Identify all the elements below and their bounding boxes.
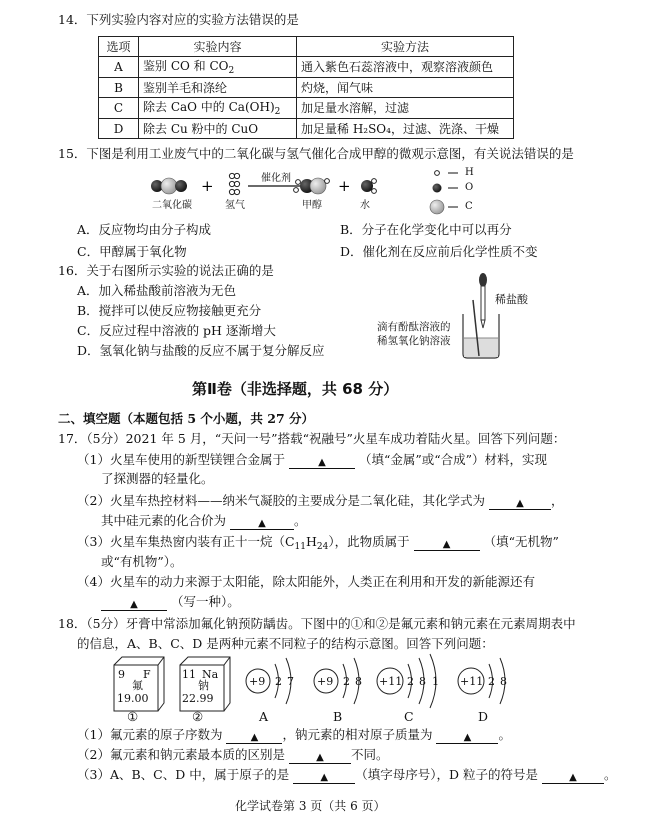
atom-a-core: +9 [249, 675, 266, 688]
atom-d-tag: D [478, 709, 489, 724]
table-cell: D [99, 119, 139, 139]
table-row [99, 57, 514, 78]
answer-blank[interactable]: ▲ [436, 730, 498, 744]
table-cell: B [99, 78, 139, 98]
q17-part1-cont: 了探测器的轻量化。 [101, 471, 214, 486]
cell-na-number: 11 [182, 668, 196, 681]
section-heading: 二、填空题（本题包括 5 个小题，共 27 分） [58, 411, 315, 426]
q17-part2: （2）火星车热控材料——纳米气凝胶的主要成分是二氧化硅，其化学式为 ▲ ， [77, 493, 564, 509]
q15-option-a: A．反应物均由分子构成 [77, 222, 212, 237]
part-two-title: 第Ⅱ卷（非选择题，共 68 分） [192, 380, 399, 398]
q16-option-a: A．加入稀盐酸前溶液为无色 [77, 283, 237, 298]
q16-stem: 16．关于右图所示实验的说法正确的是 [58, 263, 274, 278]
answer-blank[interactable]: ▲ [414, 537, 480, 551]
q18-stem-cont: 的信息，A、B、C、D 是两种元素不同粒子的结构示意图。回答下列问题： [77, 636, 494, 651]
legend-h: H [465, 167, 474, 178]
answer-blank[interactable]: ▲ [489, 496, 551, 510]
q17-part2-cont: 其中硅元素的化合价为 ▲ 。 [101, 513, 307, 529]
cell-f-tag: ① [127, 709, 139, 724]
atom-c-shell: 2 [407, 675, 414, 688]
label-solution-line1: 滴有酚酞溶液的 [377, 321, 451, 333]
q14-table [98, 36, 514, 139]
atom-d-core: +11 [460, 675, 484, 688]
q15-option-d: D．催化剂在反应前后化学性质不变 [340, 244, 538, 259]
atom-a-shell: 2 [275, 675, 282, 688]
cell-f-symbol: F [143, 668, 151, 681]
atom-a-shell: 7 [287, 675, 294, 688]
atom-b-core: +9 [317, 675, 334, 688]
table-cell: C [99, 98, 139, 119]
q17-stem: 17．（5分）2021 年 5 月，“天问一号”搭载“祝融号”火星车成功着陆火星。回答下列问题： [58, 431, 566, 446]
q15-reaction-diagram [145, 168, 490, 224]
q16-option-d: D．氢氧化钠与盐酸的反应不属于复分解反应 [77, 343, 325, 358]
label-methanol: 甲醇 [302, 200, 322, 211]
table-header: 实验内容 [139, 37, 297, 57]
atom-c-tag: C [404, 709, 414, 724]
answer-blank[interactable]: ▲ [226, 730, 282, 744]
answer-blank[interactable]: ▲ [293, 770, 355, 784]
atom-d-shell: 2 [488, 675, 495, 688]
cell-f-number: 9 [118, 668, 125, 681]
svg-text:+: + [201, 177, 214, 195]
cell-f-name: 氟 [132, 679, 143, 692]
q17-part4-cont: ▲ （写一种）。 [101, 594, 240, 610]
atom-d-shell: 8 [500, 675, 507, 688]
label-water: 水 [360, 200, 370, 211]
atom-c-shell: 1 [432, 675, 439, 688]
q18-part2: （2）氟元素和钠元素最本质的区别是 ▲ 不同。 [77, 747, 389, 763]
label-co2: 二氧化碳 [152, 200, 192, 211]
table-row [99, 98, 514, 119]
table-cell: 鉴别 CO 和 $CO_2$ [139, 57, 297, 78]
label-catalyst: 催化剂 [261, 173, 291, 184]
q17-part3: （3）火星车集热窗内装有正十一烷$(C_{11}H_{24})$，此物质属于 ▲ （填“无机物” [77, 534, 559, 552]
q16-option-c: C．反应过程中溶液的 pH 逐渐增大 [77, 323, 276, 338]
table-cell: A [99, 57, 139, 78]
q15-stem: 15．下图是利用工业废气中的二氧化碳与氢气催化合成甲醇的微观示意图，有关说法错误的是 [58, 146, 574, 161]
table-header: 选项 [99, 37, 139, 57]
svg-text:+: + [338, 177, 351, 195]
page-footer: 化学试卷第 3 页（共 6 页） [235, 799, 386, 813]
atom-c-core: +11 [379, 675, 403, 688]
legend-c: C [465, 201, 473, 212]
label-h2: 氢气 [225, 200, 245, 211]
cell-f-mass: 19.00 [117, 692, 149, 705]
atom-b-tag: B [333, 709, 343, 724]
table-cell: 除去 CaO 中的 $Ca(OH)_2$ [139, 98, 297, 119]
table-header: 实验方法 [297, 37, 514, 57]
label-dilute-hcl: 稀盐酸 [495, 293, 528, 306]
q16-option-b: B．搅拌可以使反应物接触更充分 [77, 303, 262, 318]
answer-blank[interactable]: ▲ [542, 770, 604, 784]
answer-blank[interactable]: ▲ [289, 750, 351, 764]
cell-na-mass: 22.99 [182, 692, 214, 705]
table-cell: 通入紫色石蕊溶液中，观察溶液颜色 [297, 57, 514, 78]
atom-b-shell: 2 [343, 675, 350, 688]
cell-na-name: 钠 [198, 679, 209, 692]
cell-na-tag: ② [192, 709, 204, 724]
answer-blank[interactable]: ▲ [230, 516, 294, 530]
table-cell: 加足量水溶解，过滤 [297, 98, 514, 119]
table-cell: 除去 Cu 粉中的 CuO [139, 119, 297, 139]
q18-stem: 18．（5分）牙膏中常添加氟化钠预防龋齿。下图中的①和②是氟元素和钠元素在元素周期表中 [58, 616, 576, 631]
atom-c-shell: 8 [419, 675, 426, 688]
answer-blank[interactable]: ▲ [101, 597, 167, 611]
q17-part1: （1）火星车使用的新型镁锂合金属于 ▲ （填“金属”或“合成”）材料，实现 [77, 452, 547, 468]
q18-part1: （1）氟元素的原子序数为 ▲ ，钠元素的相对原子质量为 ▲ 。 [77, 727, 511, 743]
q14-stem: 14．下列实验内容对应的实验方法错误的是 [58, 12, 299, 27]
q18-part3: （3）A、B、C、D 中，属于原子的是 ▲ （填字母序号），D 粒子的符号是 ▲ 。 [77, 767, 617, 783]
label-solution-line2: 稀氢氧化钠溶液 [377, 335, 451, 347]
table-row [99, 78, 514, 98]
cell-na-symbol: Na [202, 668, 219, 681]
q15-option-c: C．甲醇属于氧化物 [77, 244, 187, 259]
legend-o: O [465, 182, 474, 193]
table-cell: 灼烧，闻气味 [297, 78, 514, 98]
q17-part3-cont: 或“有机物”）。 [101, 554, 183, 569]
beaker-dropper-figure [455, 272, 505, 360]
table-cell: 加足量稀 H₂SO₄，过滤、洗涤、干燥 [297, 119, 514, 139]
atom-b-shell: 8 [355, 675, 362, 688]
q17-part4: （4）火星车的动力来源于太阳能，除太阳能外，人类正在利用和开发的新能源还有 [77, 574, 535, 589]
table-row [99, 119, 514, 139]
table-cell: 鉴别羊毛和涤纶 [139, 78, 297, 98]
q15-option-b: B．分子在化学变化中可以再分 [340, 222, 512, 237]
atom-a-tag: A [259, 709, 269, 724]
answer-blank[interactable]: ▲ [289, 455, 355, 469]
